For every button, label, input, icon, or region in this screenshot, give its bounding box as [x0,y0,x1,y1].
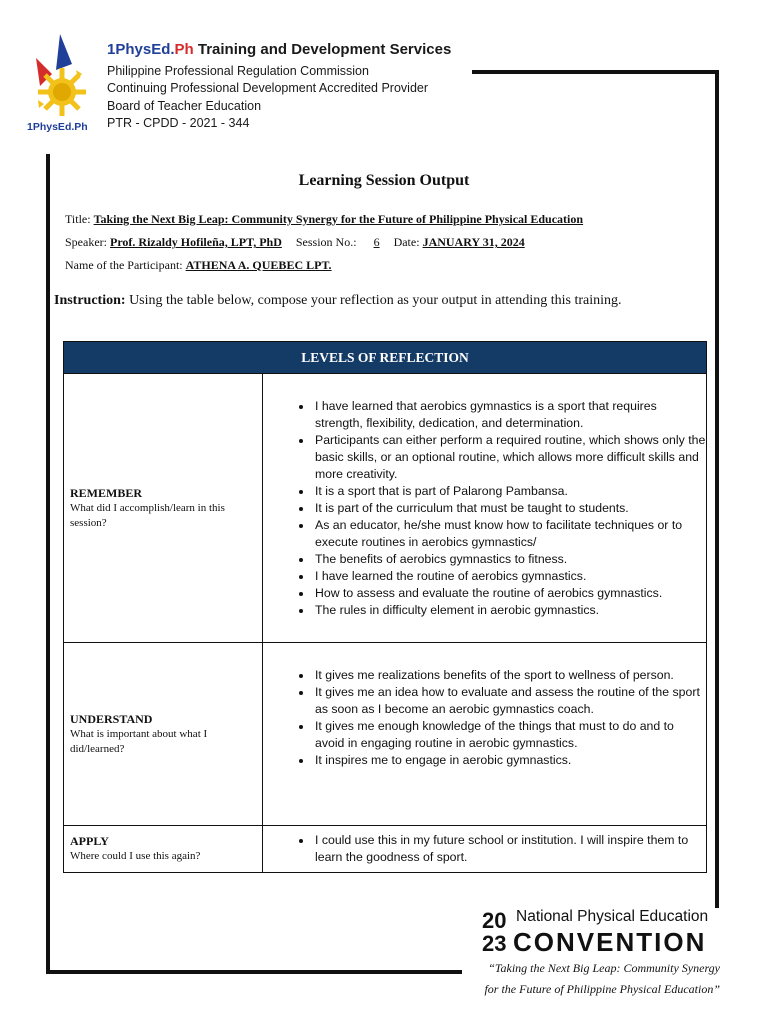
points-cell [263,826,707,873]
date-label: Date: [393,235,423,249]
year-top: 20 [482,908,507,933]
level-cell [64,826,263,873]
frame-bottom-line [46,970,462,974]
convention-line-2: CONVENTION [513,927,707,957]
participant-line [65,258,332,273]
participant-label: Name of the Participant: [65,258,186,272]
participant-name: ATHENA A. QUEBEC LPT. [185,258,332,272]
instruction-text: Using the table below, compose your reflection as your output in attending this training. [125,293,622,308]
date-value: JANUARY 31, 2024 [422,235,525,249]
level-name: APPLY [70,834,109,848]
table-row [64,643,707,826]
list-item: • It gives me enough knowledge of the things that must to do and to avoid in engaging routine in aerobic gymnastics. [313,718,706,752]
level-cell [64,374,263,643]
convention-quote-line-1: “Taking the Next Big Leap: Community Synergy [488,961,720,975]
reflection-table [63,341,707,873]
list-item: • The rules in difficulty element in aerobic gymnastics. [313,602,706,619]
brand-part-a: 1PhysEd. [107,41,175,58]
session-number: 6 [373,235,380,249]
list-item: • As an educator, he/she must know how to facilitate techniques or to execute routines in aerobics gymnastics/ [313,517,706,551]
speaker-label: Speaker: [65,235,110,249]
title-label: Title: [65,212,94,226]
convention-quote-line-2: for the Future of Philippine Physical Education” [484,982,720,996]
list-item: • I have learned that aerobics gymnastics is a sport that requires strength, flexibility, dedication, and determination. [313,398,706,432]
speaker-value: Prof. Rizaldy Hofileña, LPT, PhD [109,235,282,249]
frame-right-line [715,70,719,908]
speaker-line [65,235,525,250]
organization-line: Philippine Professional Regulation Commission [107,64,369,78]
session-title-value: Taking the Next Big Leap: Community Synergy for the Future of Philippine Physical Education [93,212,584,226]
organization-line: Continuing Professional Development Accredited Provider [107,81,429,95]
table-header-row [64,342,707,374]
table-row [64,374,707,643]
level-cell [64,643,263,826]
flag-sun-icon [26,30,96,134]
level-question: Where could I use this again? [70,850,201,862]
organization-title [107,41,451,58]
level-question: What did I accomplish/learn in this session? [70,501,225,529]
organization-logo [26,30,96,134]
list-item: • It gives me an idea how to evaluate and assess the routine of the sport as soon as I become an aerobic gymnastics coach. [313,684,706,718]
list-item: • It is part of the curriculum that must be taught to students. [313,500,706,517]
organization-title-rest: Training and Development Services [193,41,452,58]
instruction-line [54,293,622,309]
list-item: • It gives me realizations benefits of the sport to wellness of person. [313,667,706,684]
frame-left-line [46,154,50,974]
list-item: • I have learned the routine of aerobics gymnastics. [313,568,706,585]
level-name: REMEMBER [70,485,142,500]
logo-caption: 1PhysEd.Ph [27,121,88,133]
convention-line-1: National Physical Education [516,908,709,925]
session-title-line [65,212,583,227]
organization-line: Board of Teacher Education [107,99,262,113]
list-item: • How to assess and evaluate the routine of aerobics gymnastics. [313,585,706,602]
level-question: What is important about what I did/learned? [70,727,208,755]
organization-line: PTR - CPDD - 2021 - 344 [107,116,250,130]
brand-part-b: Ph [174,41,194,58]
table-header: LEVELS OF REFLECTION [64,342,707,374]
list-item: • It is a sport that is part of Palarong Pambansa. [313,483,706,500]
list-item: • It inspires me to engage in aerobic gymnastics. [313,752,706,769]
points-cell [263,643,707,826]
year-bottom: 23 [482,931,507,956]
instruction-label: Instruction: [54,293,126,308]
session-label: Session No.: [295,235,360,249]
table-row [64,826,707,873]
list-item: • Participants can either perform a required routine, which shows only the basic skills, or an optional routine, which allows more difficult skills and more creativity. [313,432,706,483]
list-item: • The benefits of aerobics gymnastics to fitness. [313,551,706,568]
frame-top-line [472,70,719,74]
document-title: Learning Session Output [298,172,470,189]
level-name: UNDERSTAND [70,711,153,726]
list-item: • I could use this in my future school or institution. I will inspire them to learn the goodness of sport. [313,832,706,866]
points-cell [263,374,707,643]
